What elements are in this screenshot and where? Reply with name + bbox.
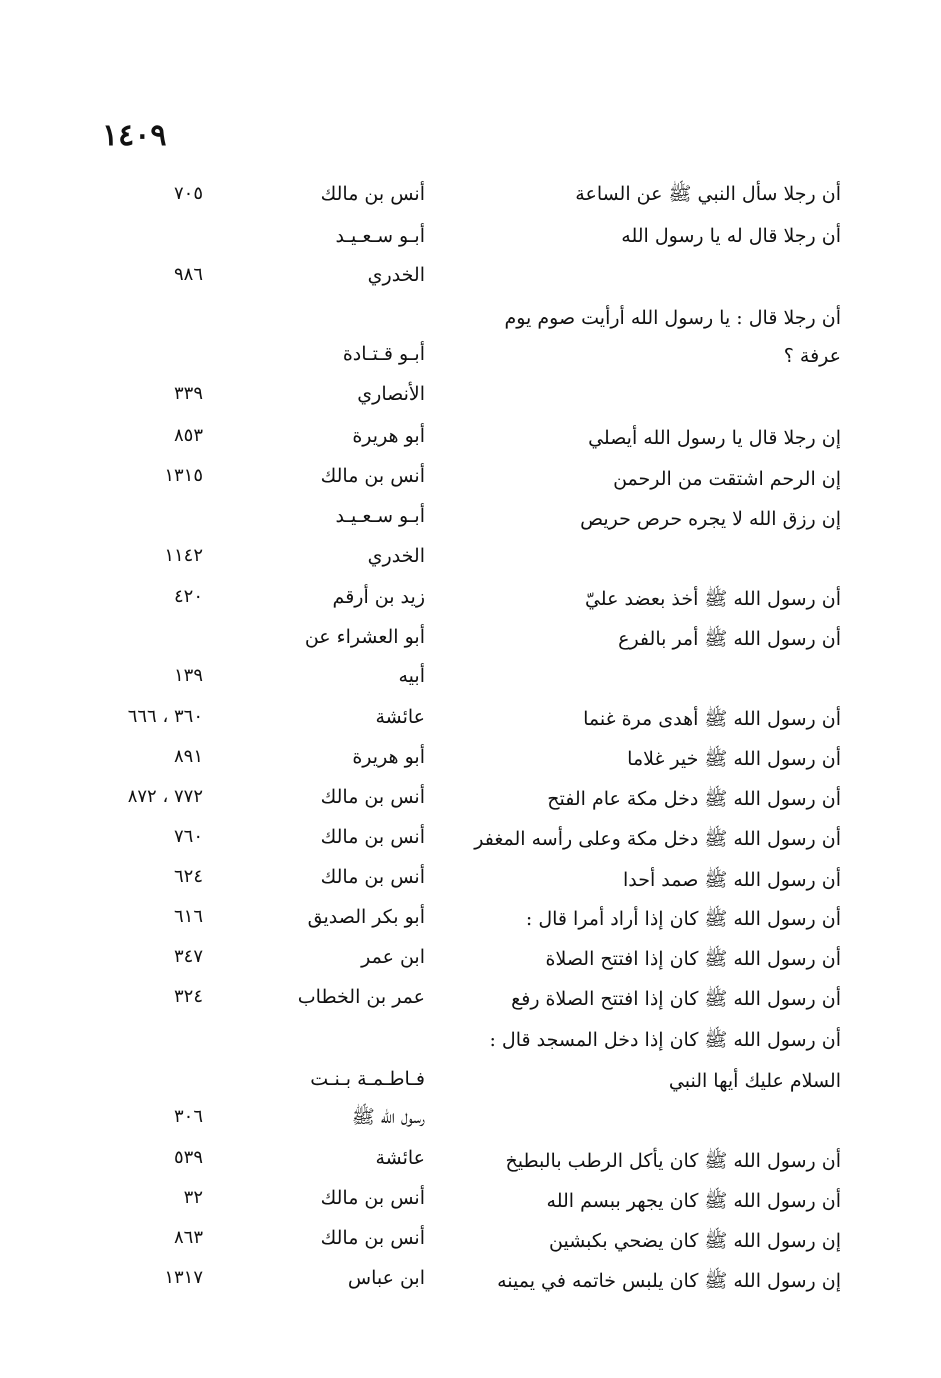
reference-number: ٧٧٢ ، ٨٧٢ (127, 786, 203, 807)
narrator: أبو هريرة (352, 746, 425, 768)
reference-number: ٧٠٥ (173, 183, 203, 204)
narrator: أنس بن مالك (320, 1227, 425, 1249)
hadith-text: إن الرحم اشتقت من الرحمن (613, 468, 841, 490)
reference-number: ٣٦٠ ، ٦٦٦ (127, 706, 203, 727)
hadith-text: عرفة ؟ (783, 345, 841, 367)
narrator: أبو العشراء عن (304, 626, 425, 648)
hadith-text: أن رجلا سأل النبي ﷺ عن الساعة (575, 183, 841, 205)
hadith-text: إن رجلا قال يا رسول الله أيصلي (588, 427, 841, 449)
hadith-text: أن رجلا قال له يا رسول الله (621, 225, 841, 247)
reference-number: ٤٢٠ (173, 586, 203, 607)
reference-number: ٨٩١ (173, 746, 203, 767)
narrator: أبو بكر الصديق (307, 906, 425, 928)
hadith-text: أن رسول الله ﷺ كان إذا دخل المسجد قال : (489, 1029, 841, 1051)
hadith-text: أن رسول الله ﷺ كان إذا أراد أمرا قال : (525, 908, 841, 930)
hadith-text: السلام عليك أيها النبي (668, 1070, 841, 1092)
reference-number: ٨٥٣ (173, 425, 203, 446)
page-number: ١٤٠٩ (102, 118, 167, 153)
reference-number: ٦٢٤ (173, 866, 203, 887)
narrator: أبيه (398, 665, 425, 687)
narrator: أنس بن مالك (320, 183, 425, 205)
narrator: أبو هريرة (352, 425, 425, 447)
narrator: الخدري (367, 264, 425, 286)
hadith-text: أن رسول الله ﷺ أمر بالفرع (618, 628, 841, 650)
narrator: أنس بن مالك (320, 465, 425, 487)
narrator: أبـو سـعـيـد (335, 225, 425, 247)
reference-number: ١٣١٧ (164, 1267, 203, 1288)
narrator: رسول الله ﷺ (351, 1106, 425, 1128)
hadith-text: أن رسول الله ﷺ صمد أحدا (622, 869, 841, 891)
narrator: عائشة (375, 1147, 425, 1169)
reference-number: ١٣١٥ (164, 465, 203, 486)
reference-number: ٣٢٤ (173, 986, 203, 1007)
hadith-text: أن رسول الله ﷺ كان إذا افتتح الصلاة رفع (511, 988, 841, 1010)
hadith-text: إن رسول الله ﷺ كان يلبس خاتمه في يمينه (497, 1270, 841, 1292)
narrator: أبـو قـتـادة (342, 343, 425, 365)
narrator: أنس بن مالك (320, 826, 425, 848)
narrator: ابن عمر (361, 946, 425, 968)
reference-number: ٥٣٩ (173, 1147, 203, 1168)
narrator: أنس بن مالك (320, 866, 425, 888)
reference-number: ١٣٩ (173, 665, 203, 686)
narrator: عائشة (375, 706, 425, 728)
hadith-text: أن رجلا قال : يا رسول الله أرأيت صوم يوم (504, 307, 841, 329)
hadith-text: أن رسول الله ﷺ أهدى مرة غنما (583, 708, 841, 730)
hadith-text: أن رسول الله ﷺ خير غلاما (627, 748, 841, 770)
narrator: أنس بن مالك (320, 786, 425, 808)
reference-number: ٣٣٩ (173, 383, 203, 404)
reference-number: ٦١٦ (173, 906, 203, 927)
hadith-text: أن رسول الله ﷺ كان إذا افتتح الصلاة (545, 948, 841, 970)
hadith-text: أن رسول الله ﷺ أخذ بعضد عليّ (584, 588, 841, 610)
narrator: الخدري (367, 545, 425, 567)
hadith-text: إن رسول الله ﷺ كان يضحي بكبشين (549, 1230, 841, 1252)
hadith-text: أن رسول الله ﷺ كان يأكل الرطب بالبطيخ (505, 1150, 841, 1172)
reference-number: ١١٤٢ (164, 545, 203, 566)
narrator: ابن عباس (347, 1267, 425, 1289)
narrator: أنس بن مالك (320, 1187, 425, 1209)
reference-number: ٧٦٠ (173, 826, 203, 847)
reference-number: ٨٦٣ (173, 1227, 203, 1248)
hadith-text: أن رسول الله ﷺ دخل مكة عام الفتح (547, 788, 841, 810)
reference-number: ٣٤٧ (173, 946, 203, 967)
narrator: عمر بن الخطاب (297, 986, 425, 1008)
hadith-text: إن رزق الله لا يجره حرص حريص (580, 508, 841, 530)
hadith-text: أن رسول الله ﷺ كان يجهر ببسم الله (546, 1190, 841, 1212)
reference-number: ٣٢ (183, 1187, 203, 1208)
reference-number: ٣٠٦ (173, 1106, 203, 1127)
narrator: زيد بن أرقم (332, 586, 425, 608)
narrator: فـاطـمـة بـنـت (310, 1068, 425, 1090)
narrator: الأنصاري (357, 383, 425, 405)
reference-number: ٩٨٦ (173, 264, 203, 285)
hadith-text: أن رسول الله ﷺ دخل مكة وعلى رأسه المغفر (474, 828, 841, 850)
narrator: أبـو سـعـيـد (335, 505, 425, 527)
